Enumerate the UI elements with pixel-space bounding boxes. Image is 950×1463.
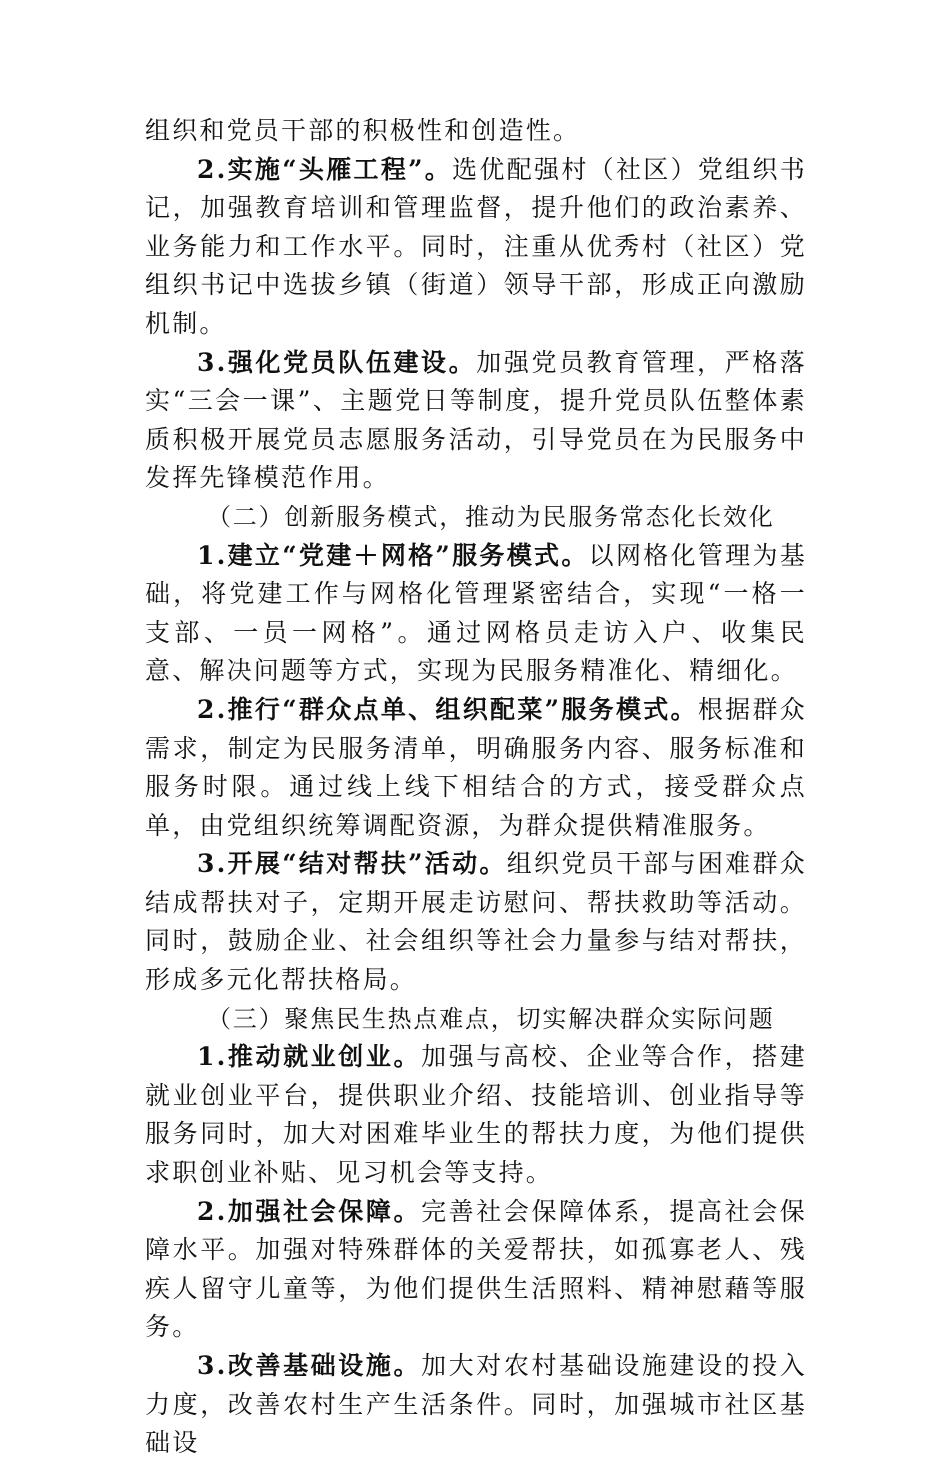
document-page: [145, 112, 807, 1463]
item-employment: [145, 1038, 807, 1192]
item-lead: 3.改善基础设施。: [197, 1351, 422, 1380]
item-body: 根据群众需求，制定为民服务清单，明确服务内容、服务标准和服务时限。通过线上线下相结合的方式，接受群众点单，由党组织统筹调配资源，为群众提供精准服务。: [145, 694, 807, 840]
item-body: 加强党员教育管理，严格落实“三会一课”、主题党日等制度，提升党员队伍整体素质积极开展党员志愿服务活动，引导党员在为民服务中发挥先锋模范作用。: [145, 347, 807, 493]
item-infrastructure: [145, 1347, 807, 1463]
item-lead: 2.推行“群众点单、组织配菜”服务模式。: [197, 694, 698, 724]
item-lead: 2.加强社会保障。: [197, 1196, 422, 1226]
item-party-member-team: [145, 344, 807, 498]
item-body: 完善社会保障体系，提高社会保障水平。加强对特殊群体的关爱帮扶，如孤寡老人、残疾人留守儿童等，为他们提供生活照料、精神慰藉等服务。: [145, 1196, 807, 1342]
section-heading-2: （二）创新服务模式，推动为民服务常态化长效化: [207, 502, 775, 531]
item-body: 组织党员干部与困难群众结成帮扶对子，定期开展走访慰问、帮扶救助等活动。同时，鼓励企业、社会组织等社会力量参与结对帮扶，形成多元化帮扶格局。: [145, 849, 807, 995]
item-lead: 1.建立“党建＋网格”服务模式。: [197, 540, 589, 570]
item-lead: 2.实施“头雁工程”。: [197, 154, 453, 184]
item-pairing-assistance: [145, 845, 807, 999]
item-body: 以网格化管理为基础，将党建工作与网格化管理紧密结合，实现“一格一支部、一员一网格”。通过网格员走访入户、收集民意、解决问题等方式，实现为民服务精准化、精细化。: [145, 540, 807, 686]
section-heading-3: （三）聚焦民生热点难点，切实解决群众实际问题: [207, 1004, 775, 1033]
opening-paragraph: 组织和党员干部的积极性和创造性。: [145, 116, 581, 145]
item-body: 加大对农村基础设施建设的投入力度，改善农村生产生活条件。同时，加强城市社区基础设: [145, 1351, 807, 1458]
item-body: 选优配强村（社区）党组织书记，加强教育培训和管理监督，提升他们的政治素养、业务能力和工作水平。同时，注重从优秀村（社区）党组织书记中选拔乡镇（街道）领导干部，形成正向激励机制。: [145, 154, 807, 338]
item-head-goose-project: [145, 151, 807, 344]
item-lead: 3.强化党员队伍建设。: [197, 347, 477, 377]
item-body: 加强与高校、企业等合作，搭建就业创业平台，提供职业介绍、技能培训、创业指导等服务同时，加大对困难毕业生的帮扶力度，为他们提供求职创业补贴、见习机会等支持。: [145, 1042, 807, 1188]
item-lead: 1.推动就业创业。: [197, 1042, 422, 1072]
item-lead: 3.开展“结对帮扶”活动。: [197, 849, 507, 879]
item-social-security: [145, 1193, 807, 1347]
item-party-grid-model: [145, 537, 807, 691]
item-order-service-model: [145, 691, 807, 845]
